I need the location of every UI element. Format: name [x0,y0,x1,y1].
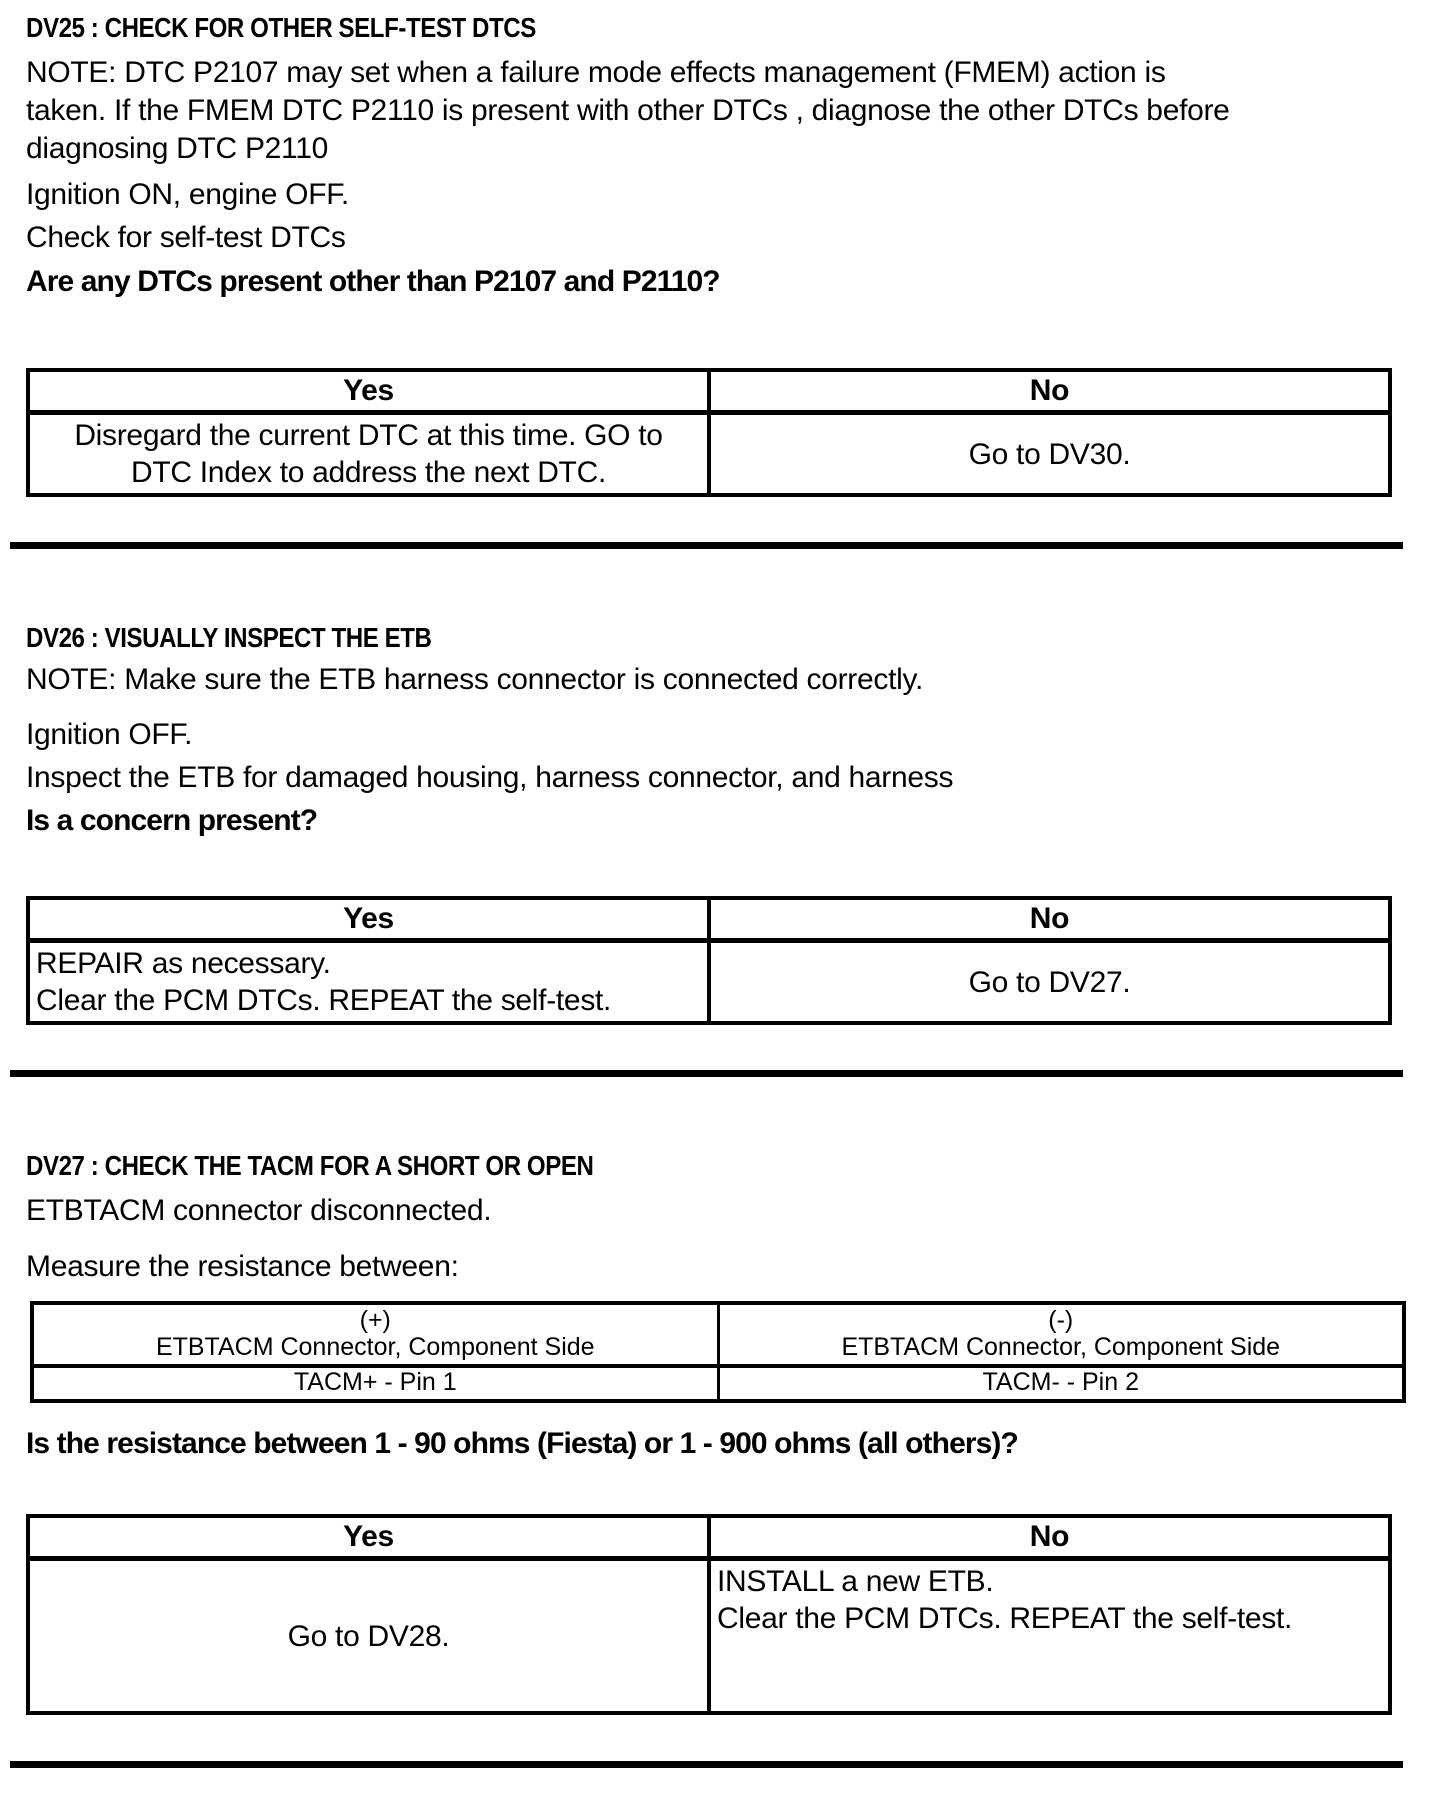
measure-header-plus: (+) ETBTACM Connector, Component Side [32,1303,718,1366]
yes-cell-dv26: REPAIR as necessary. Clear the PCM DTCs. REPEAT the self-test. [28,941,709,1024]
section-heading-dv27: DV27 : CHECK THE TACM FOR A SHORT OR OPEN [26,1150,594,1181]
measure-header-minus: (-) ETBTACM Connector, Component Side [718,1303,1404,1366]
measure-value-plus: TACM+ - Pin 1 [32,1366,718,1401]
section-heading-dv25: DV25 : CHECK FOR OTHER SELF-TEST DTCS [26,12,536,43]
table-header-yes: Yes [28,1516,709,1559]
procedure-step-connector-disconnected: ETBTACM connector disconnected. [26,1194,492,1227]
decision-table-dv26 [26,896,1392,1025]
no-cell-dv26: Go to DV27. [709,941,1390,1024]
decision-table-dv27 [26,1514,1392,1715]
note-paragraph-dv25: NOTE: DTC P2107 may set when a failure mode effects management (FMEM) action is taken. If the FMEM DTC P2110 is present with other DTCs , diagnose the other DTCs before diagnosing DTC P2110 [26,56,1230,165]
procedure-step-check-dtcs: Check for self-test DTCs [26,221,346,254]
yes-cell-dv25: Disregard the current DTC at this time. GO to DTC Index to address the next DTC. [28,413,709,496]
no-cell-dv27: INSTALL a new ETB. Clear the PCM DTCs. REPEAT the self-test. [709,1559,1390,1714]
procedure-step-measure-resistance: Measure the resistance between: [26,1250,459,1283]
section-divider [10,542,1403,549]
table-header-yes: Yes [28,898,709,941]
procedure-step-ignition-off: Ignition OFF. [26,718,193,751]
section-divider [10,1761,1403,1768]
procedure-step-inspect-etb: Inspect the ETB for damaged housing, harness connector, and harness [26,761,954,794]
decision-question-dv26: Is a concern present? [26,804,318,837]
no-cell-dv25: Go to DV30. [709,413,1390,496]
procedure-step-ignition-on: Ignition ON, engine OFF. [26,178,349,211]
decision-question-dv25: Are any DTCs present other than P2107 and P2110? [26,265,720,298]
decision-question-dv27: Is the resistance between 1 - 90 ohms (Fiesta) or 1 - 900 ohms (all others)? [26,1427,1018,1460]
decision-table-dv25 [26,368,1392,497]
measure-value-minus: TACM- - Pin 2 [718,1366,1404,1401]
table-header-no: No [709,1516,1390,1559]
section-divider [10,1070,1403,1077]
table-header-no: No [709,370,1390,413]
table-header-yes: Yes [28,370,709,413]
yes-cell-dv27: Go to DV28. [28,1559,709,1714]
measurement-table [30,1301,1406,1403]
note-paragraph-dv26: NOTE: Make sure the ETB harness connector is connected correctly. [26,663,923,696]
table-header-no: No [709,898,1390,941]
section-heading-dv26: DV26 : VISUALLY INSPECT THE ETB [26,622,432,653]
